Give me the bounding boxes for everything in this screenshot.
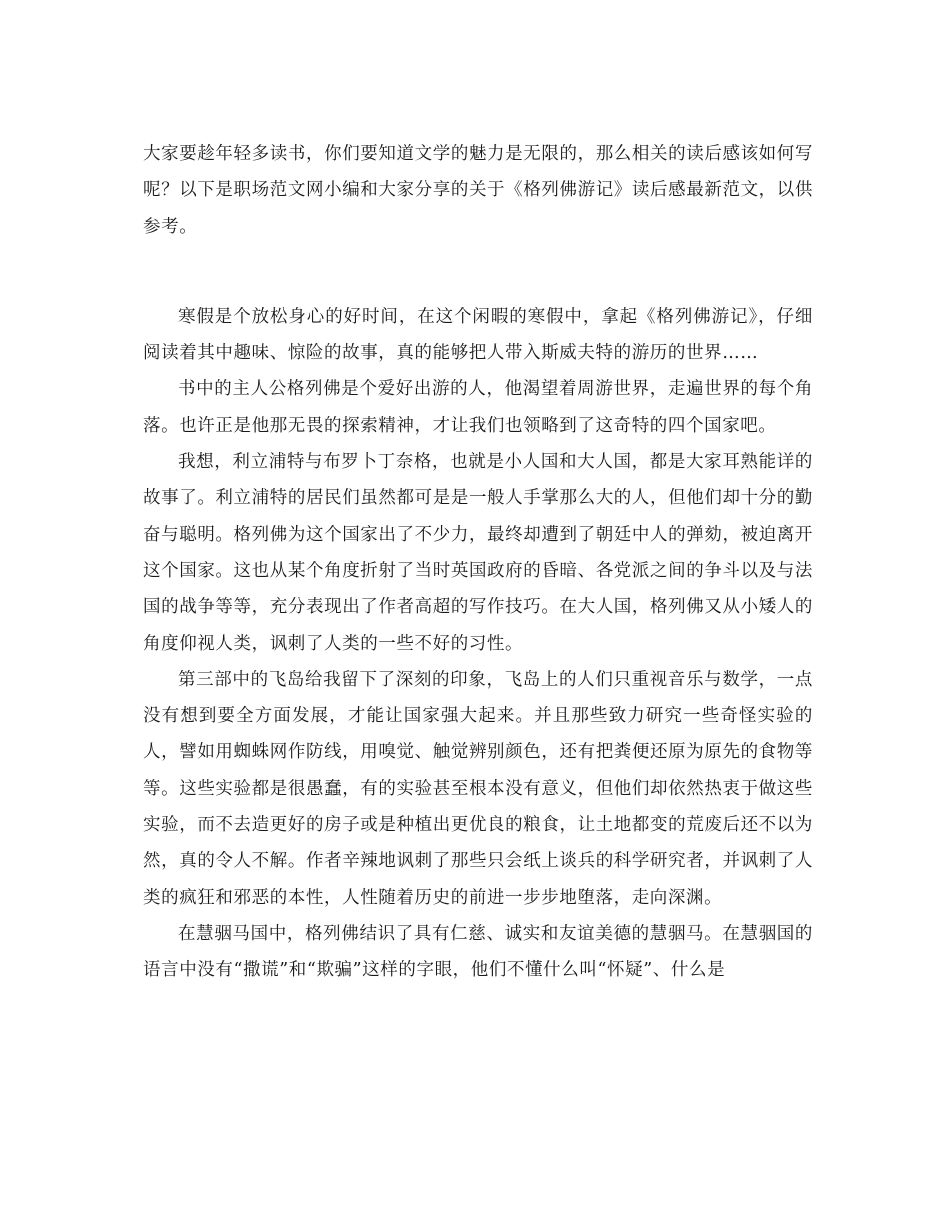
document-body [143,136,813,989]
body-paragraph-5: 在慧骃马国中，格列佛结识了具有仁慈、诚实和友谊美德的慧骃马。在慧骃国的语言中没有“撒谎”和“欺骗”这样的字眼，他们不懂什么叫“怀疑”、什么是 [143,923,813,981]
body-paragraph-4: 第三部中的飞岛给我留下了深刻的印象，飞岛上的人们只重视音乐与数学，一点没有想到要全方面发展，才能让国家强大起来。并且那些致力研究一些奇怪实验的人，譬如用蜘蛛网作防线，用嗅觉、触觉辨别颜色，还有把粪便还原为原先的食物等等。这些实验都是很愚蠢，有的实验甚至根本没有意义，但他们却依然热衷于做这些实验，而不去造更好的房子或是种植出更优良的粮食，让土地都变的荒废后还不以为然，真的令人不解。作者辛辣地讽刺了那些只会纸上谈兵的科学研究者，并讽刺了人类的疯狂和邪恶的本性，人性随着历史的前进一步步地堕落，走向深渊。 [143,669,813,908]
paragraph-gap [143,245,813,299]
body-paragraph-2: 书中的主人公格列佛是个爱好出游的人，他渴望着周游世界，走遍世界的每个角落。也许正是他那无畏的探索精神，才让我们也领略到了这奇特的四个国家吧。 [143,379,813,436]
body-paragraph-1: 寒假是个放松身心的好时间，在这个闲暇的寒假中，拿起《格列佛游记》，仔细阅读着其中趣味、惊险的故事，真的能够把人带入斯威夫特的游历的世界…… [143,306,813,364]
body-paragraph-3: 我想，利立浦特与布罗卜丁奈格，也就是小人国和大人国，都是大家耳熟能详的故事了。利立浦特的居民们虽然都可是是一般人手掌那么大的人，但他们却十分的勤奋与聪明。格列佛为这个国家出了不少力，最终却遭到了朝廷中人的弹劾，被迫离开这个国家。这也从某个角度折射了当时英国政府的昏暗、各党派之间的争斗以及与法国的战争等等，充分表现出了作者高超的写作技巧。在大人国，格列佛又从小矮人的角度仰视人类，讽刺了人类的一些不好的习性。 [143,452,813,654]
intro-paragraph: 大家要趁年轻多读书，你们要知道文学的魅力是无限的，那么相关的读后感该如何写呢？以下是职场范文网小编和大家分享的关于《格列佛游记》读后感最新范文，以供参考。 [143,144,813,237]
